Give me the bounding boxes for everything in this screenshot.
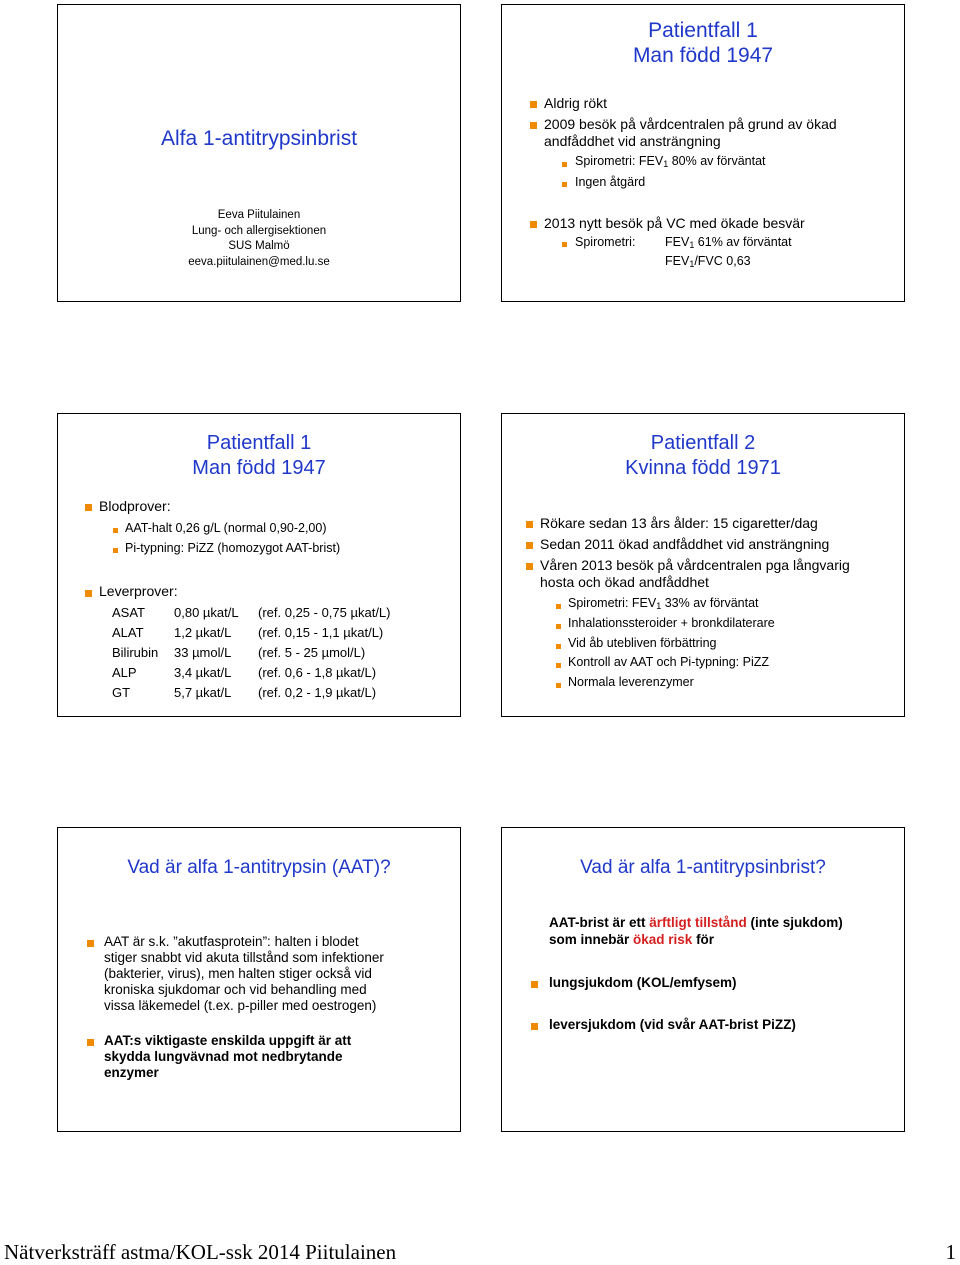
footer-text: Nätverksträff astma/KOL-ssk 2014 Piitulainen: [4, 1240, 397, 1264]
bullet-icon: [526, 542, 533, 549]
sub-spirometry-2009: [575, 153, 766, 169]
bullet-spring-2013: [540, 557, 850, 591]
bullet-liver-disease: leversjukdom (vid svår AAT-brist PiZZ): [549, 1017, 796, 1032]
spirometry-value: 33% av förväntat: [661, 596, 759, 610]
row-value: 0,80 µkat/L: [174, 605, 239, 620]
sub-inhalation: Inhalationssteroider + bronkdilaterare: [568, 616, 775, 630]
row-name: ALP: [112, 665, 137, 680]
row-value: 33 µmol/L: [174, 645, 232, 660]
sub-bullet-icon: [562, 162, 567, 167]
bullet-icon: [526, 563, 533, 570]
bullet-function-line2: skydda lungvävnad mot nedbrytande: [104, 1049, 343, 1064]
sub-bullet-icon: [113, 548, 118, 553]
bullet-icon: [530, 122, 537, 129]
slide-2-title: [502, 18, 904, 68]
slide-3-title: [58, 431, 460, 481]
bullet-icon: [87, 940, 94, 947]
sub-bullet-icon: [556, 644, 561, 649]
bullet-lung-disease: lungsjukdom (KOL/emfysem): [549, 975, 737, 990]
spirometry-label: Spirometri: FEV: [568, 596, 657, 610]
row-name: GT: [112, 685, 131, 700]
bullet-acute-line3: (bakterier, virus), men halten stiger också vid: [104, 966, 372, 981]
sub-pi-typing: Pi-typning: PiZZ (homozygot AAT-brist): [125, 541, 341, 555]
page-number: 1: [945, 1240, 956, 1264]
row-value: 5,7 µkat/L: [174, 685, 232, 700]
fev-label: FEV: [665, 254, 690, 268]
row-ref: (ref. 0,2 - 1,9 µkat/L): [258, 685, 377, 700]
intro-text: som innebär: [549, 932, 634, 947]
slide-6-title: Vad är alfa 1-antitrypsinbrist?: [580, 857, 826, 878]
slide-4: [501, 413, 905, 717]
author-block: [58, 208, 460, 270]
slide-3-title-line1: Patientfall 1: [206, 432, 312, 454]
sub-no-action: Ingen åtgärd: [575, 175, 646, 189]
bullet-acute-line4: kroniska sjukdomar och vid behandling med: [104, 982, 367, 997]
slide-3-title-line2: Man född 1947: [192, 457, 326, 479]
author-department: Lung- och allergisektionen: [191, 224, 327, 237]
author-email: eeva.piitulainen@med.lu.se: [188, 255, 330, 268]
row-value: 3,4 µkat/L: [174, 665, 232, 680]
bullet-2009-line2: andfåddhet vid ansträngning: [544, 133, 721, 149]
bullet-icon: [526, 521, 533, 528]
fev-value: 61% av förväntat: [694, 235, 792, 249]
bullet-spring-2013-line2: hosta och ökad andfåddhet: [540, 574, 709, 590]
row-ref: (ref. 5 - 25 µmol/L): [258, 645, 366, 660]
row-ref: (ref. 0,15 - 1,1 µkat/L): [258, 625, 384, 640]
fev-label: FEV: [665, 235, 690, 249]
sub-bullet-icon: [556, 663, 561, 668]
bullet-icon: [85, 504, 92, 511]
sub-bullet-icon: [562, 242, 567, 247]
sub-fev1-value: [665, 234, 792, 250]
bullet-function-line3: enzymer: [104, 1065, 159, 1080]
bullet-since-2011: Sedan 2011 ökad andfåddhet vid ansträngning: [540, 536, 830, 552]
bullet-liver-tests: Leverprover:: [99, 583, 178, 599]
fev-fvc-ratio: /FVC 0,63: [694, 254, 751, 268]
aat-deficiency-intro: [549, 914, 843, 948]
row-name: ALAT: [112, 625, 144, 640]
intro-emphasis: ärftligt tillstånd: [649, 915, 747, 930]
bullet-never-smoked: Aldrig rökt: [544, 95, 608, 111]
sub-spirometry: [568, 595, 759, 611]
sub-spirometry-label: Spirometri:: [575, 235, 636, 249]
bullet-icon: [530, 101, 537, 108]
intro-emphasis: ökad risk: [633, 932, 693, 947]
row-ref: (ref. 0,25 - 0,75 µkat/L): [258, 605, 391, 620]
bullet-acute-line2: stiger snabbt vid akuta tillstånd som infektioner: [104, 950, 384, 965]
slide-6: [501, 827, 905, 1132]
bullet-2013-visit: 2013 nytt besök på VC med ökade besvär: [544, 215, 805, 231]
row-name: ASAT: [112, 605, 145, 620]
bullet-2009-line1: 2009 besök på vårdcentralen på grund av ökad: [544, 116, 837, 132]
row-value: 1,2 µkat/L: [174, 625, 232, 640]
bullet-function-line1: AAT:s viktigaste enskilda uppgift är att: [104, 1033, 352, 1048]
slide-5-title: Vad är alfa 1-antitrypsin (AAT)?: [127, 857, 391, 878]
sub-bullet-icon: [113, 528, 118, 533]
slide-1: [57, 4, 461, 302]
sub-no-improvement: Vid åb utebliven förbättring: [568, 636, 717, 650]
slide-2-title-line2: Man född 1947: [632, 44, 774, 67]
slide-4-title-line2: Kvinna född 1971: [625, 457, 781, 479]
intro-text: för: [692, 932, 715, 947]
bullet-spring-2013-line1: Våren 2013 besök på vårdcentralen pga långvarig: [540, 557, 850, 573]
intro-text: AAT-brist är ett: [549, 915, 650, 930]
row-name: Bilirubin: [112, 645, 159, 660]
slide-2: [501, 4, 905, 302]
author-hospital: SUS Malmö: [228, 240, 290, 252]
intro-line1: [549, 914, 843, 931]
row-ref: (ref. 0,6 - 1,8 µkat/L): [258, 665, 377, 680]
fev-subscript: 1: [663, 159, 669, 169]
bullet-aat-function: [104, 1033, 351, 1081]
spirometry-value: 80% av förväntat: [668, 154, 766, 168]
sub-fev1-fvc-value: [665, 253, 751, 269]
bullet-icon: [87, 1039, 94, 1046]
bullet-icon: [85, 590, 92, 597]
sub-bullet-icon: [562, 182, 567, 187]
bullet-icon: [531, 981, 538, 988]
slide-1-title: Alfa 1-antitrypsinbrist: [160, 127, 358, 150]
bullet-icon: [530, 221, 537, 228]
fev-subscript: 1: [689, 259, 695, 269]
bullet-2009-visit: [544, 116, 837, 150]
intro-line2: [549, 931, 843, 948]
sub-liver-enzymes: Normala leverenzymer: [568, 675, 694, 689]
slide-2-title-line1: Patientfall 1: [648, 19, 758, 42]
slide-5: [57, 827, 461, 1132]
bullet-icon: [531, 1023, 538, 1030]
slide-3: [57, 413, 461, 717]
bullet-blood-tests: Blodprover:: [99, 498, 171, 514]
sub-bullet-icon: [556, 604, 561, 609]
spirometry-label: Spirometri: FEV: [575, 154, 664, 168]
sub-bullet-icon: [556, 624, 561, 629]
slide-4-title: [502, 431, 904, 481]
sub-aat-level: AAT-halt 0,26 g/L (normal 0,90-2,00): [125, 521, 327, 535]
bullet-smoker: Rökare sedan 13 års ålder: 15 cigaretter/dag: [540, 515, 818, 531]
intro-text: (inte sjukdom): [746, 915, 843, 930]
bullet-acute-line1: AAT är s.k. ”akutfasprotein”: halten i blodet: [104, 934, 359, 949]
fev-subscript: 1: [656, 601, 662, 611]
bullet-acute-line5: vissa läkemedel (t.ex. p-piller med oestrogen): [104, 998, 377, 1013]
slide-4-title-line1: Patientfall 2: [650, 432, 756, 454]
sub-bullet-icon: [556, 683, 561, 688]
fev-subscript: 1: [689, 240, 695, 250]
author-name: Eeva Piitulainen: [217, 209, 301, 221]
bullet-acute-phase: [104, 934, 384, 1014]
sub-aat-control: Kontroll av AAT och Pi-typning: PiZZ: [568, 655, 770, 669]
